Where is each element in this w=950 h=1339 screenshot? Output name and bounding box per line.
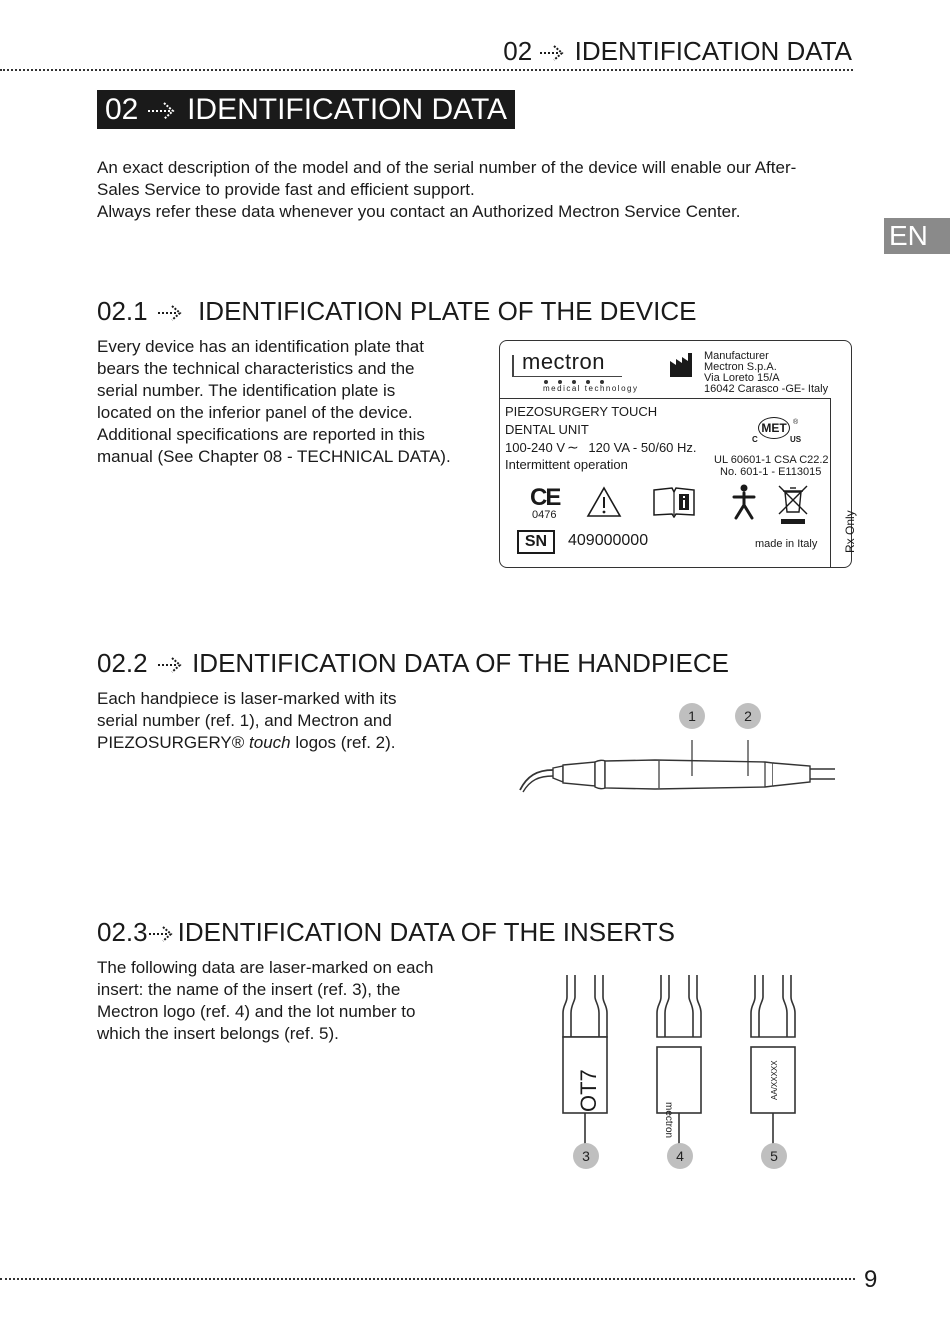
dotted-arrow-icon [155,656,185,674]
power-rest: 120 VA - 50/60 Hz. [588,440,697,455]
insert-name-marking: OT7 [576,1069,601,1112]
insert-1 [563,975,607,1145]
chapter-banner [97,90,515,129]
ref-marker-4: 4 [667,1143,693,1169]
running-header-number: 02 [503,36,533,66]
identification-plate [499,340,857,568]
type-b-applied-part-icon [729,484,759,520]
manufacturer-line: Mectron S.p.A. [704,361,777,373]
power-rating [505,439,697,456]
insert-logo-marking: mectron [663,1102,674,1139]
running-header-title: IDENTIFICATION DATA [574,36,852,66]
section-number: 02.1 [97,296,148,326]
ref-marker-5: 5 [761,1143,787,1169]
manufacturer-line: 16042 Carasco -GE- Italy [704,383,829,395]
plate-divider [830,398,831,567]
dotted-arrow-icon [147,101,179,121]
serial-number: 409000000 [568,532,649,549]
ce-number: 0476 [532,509,557,521]
met-registered: ® [793,419,799,426]
insert-lot-marking: AA/XXXXX [770,1060,779,1100]
section-title: IDENTIFICATION DATA OF THE HANDPIECE [192,648,729,678]
inserts-illustration [555,975,805,1145]
power-voltage: 100-240 V [505,440,565,455]
met-c: C [752,435,758,444]
read-manual-icon [652,486,696,518]
rx-only: Rx Only [843,510,857,553]
plate-description-line: located on the inferior panel of the device. [97,403,413,422]
handpiece-line-italic: touch [249,733,291,752]
ac-symbol: ∼ [567,439,579,455]
plate-description-line: manual (See Chapter 08 - TECHNICAL DATA). [97,447,451,466]
ref-marker-2: 2 [735,703,761,729]
brand-name: mectron [522,349,605,374]
header-divider [0,69,853,71]
intro-line: Always refer these data whenever you contact an Authorized Mectron Service Center. [97,202,741,221]
inserts-line: insert: the name of the insert (ref. 3), the [97,980,401,999]
plate-description-line: Additional specifications are reported in this [97,425,425,444]
handpiece-line: Each handpiece is laser-marked with its [97,689,397,708]
met-label: MET [758,417,790,439]
ce-mark: CE [530,484,560,511]
handpiece-line: serial number (ref. 1), and Mectron and [97,711,392,730]
ref-marker-1: 1 [679,703,705,729]
handpiece-line-part: PIEZOSURGERY® [97,733,250,752]
section-heading-handpiece [97,648,729,679]
ref-marker-3: 3 [573,1143,599,1169]
brand-tagline: medical technology [543,384,639,393]
handpiece-line-part: logos (ref. 2). [290,733,396,752]
manufacturer-block [704,351,828,395]
inserts-line: The following data are laser-marked on each [97,958,434,977]
operation-mode: Intermittent operation [505,457,628,472]
section-title: IDENTIFICATION PLATE OF THE DEVICE [198,296,697,326]
plate-description-line: bears the technical characteristics and the [97,359,415,378]
warning-icon [586,486,622,518]
intro-paragraph [97,157,857,223]
section-heading-inserts [97,917,675,948]
ul-number: No. 601-1 - E113015 [720,466,822,478]
made-in: made in Italy [755,538,818,550]
product-type: DENTAL UNIT [505,422,589,437]
handpiece-description [97,688,457,754]
running-header [503,36,852,67]
inserts-description [97,957,457,1045]
page-number: 9 [864,1266,878,1293]
section-title: IDENTIFICATION DATA OF THE INSERTS [177,917,676,947]
plate-description-line: serial number. The identification plate is [97,381,396,400]
met-us: US [790,435,802,444]
section-heading-plate [97,296,696,327]
chapter-title: IDENTIFICATION DATA [187,93,508,126]
inserts-line: Mectron logo (ref. 4) and the lot number to [97,1002,416,1021]
plate-divider [500,398,830,399]
section-number: 02.3 [97,917,148,947]
language-tab: EN [884,218,950,254]
plate-description-line: Every device has an identification plate that [97,337,424,356]
manufacturer-line: Manufacturer [704,350,769,362]
inserts-line: which the insert belongs (ref. 5). [97,1024,339,1043]
weee-bin-icon [776,484,810,526]
section-number: 02.2 [97,648,148,678]
handpiece-line [97,732,457,754]
dotted-arrow-icon [155,304,185,322]
dotted-arrow-icon [539,44,567,62]
serial-number-symbol: SN [517,530,555,554]
product-name: PIEZOSURGERY TOUCH [505,404,658,419]
plate-description [97,336,477,468]
manufacturer-line: Via Loreto 15/A [704,372,780,384]
manufacturer-icon [668,351,696,379]
footer-divider [0,1278,855,1280]
chapter-number: 02 [105,93,139,126]
met-certification-mark [752,417,802,447]
handpiece-illustration [515,740,840,800]
intro-line: Sales Service to provide fast and efficient support. [97,180,475,199]
intro-line: An exact description of the model and of the serial number of the device will enable our After- [97,158,797,177]
ul-standard: UL 60601-1 CSA C22.2 [714,454,829,466]
dotted-arrow-icon [148,925,178,943]
